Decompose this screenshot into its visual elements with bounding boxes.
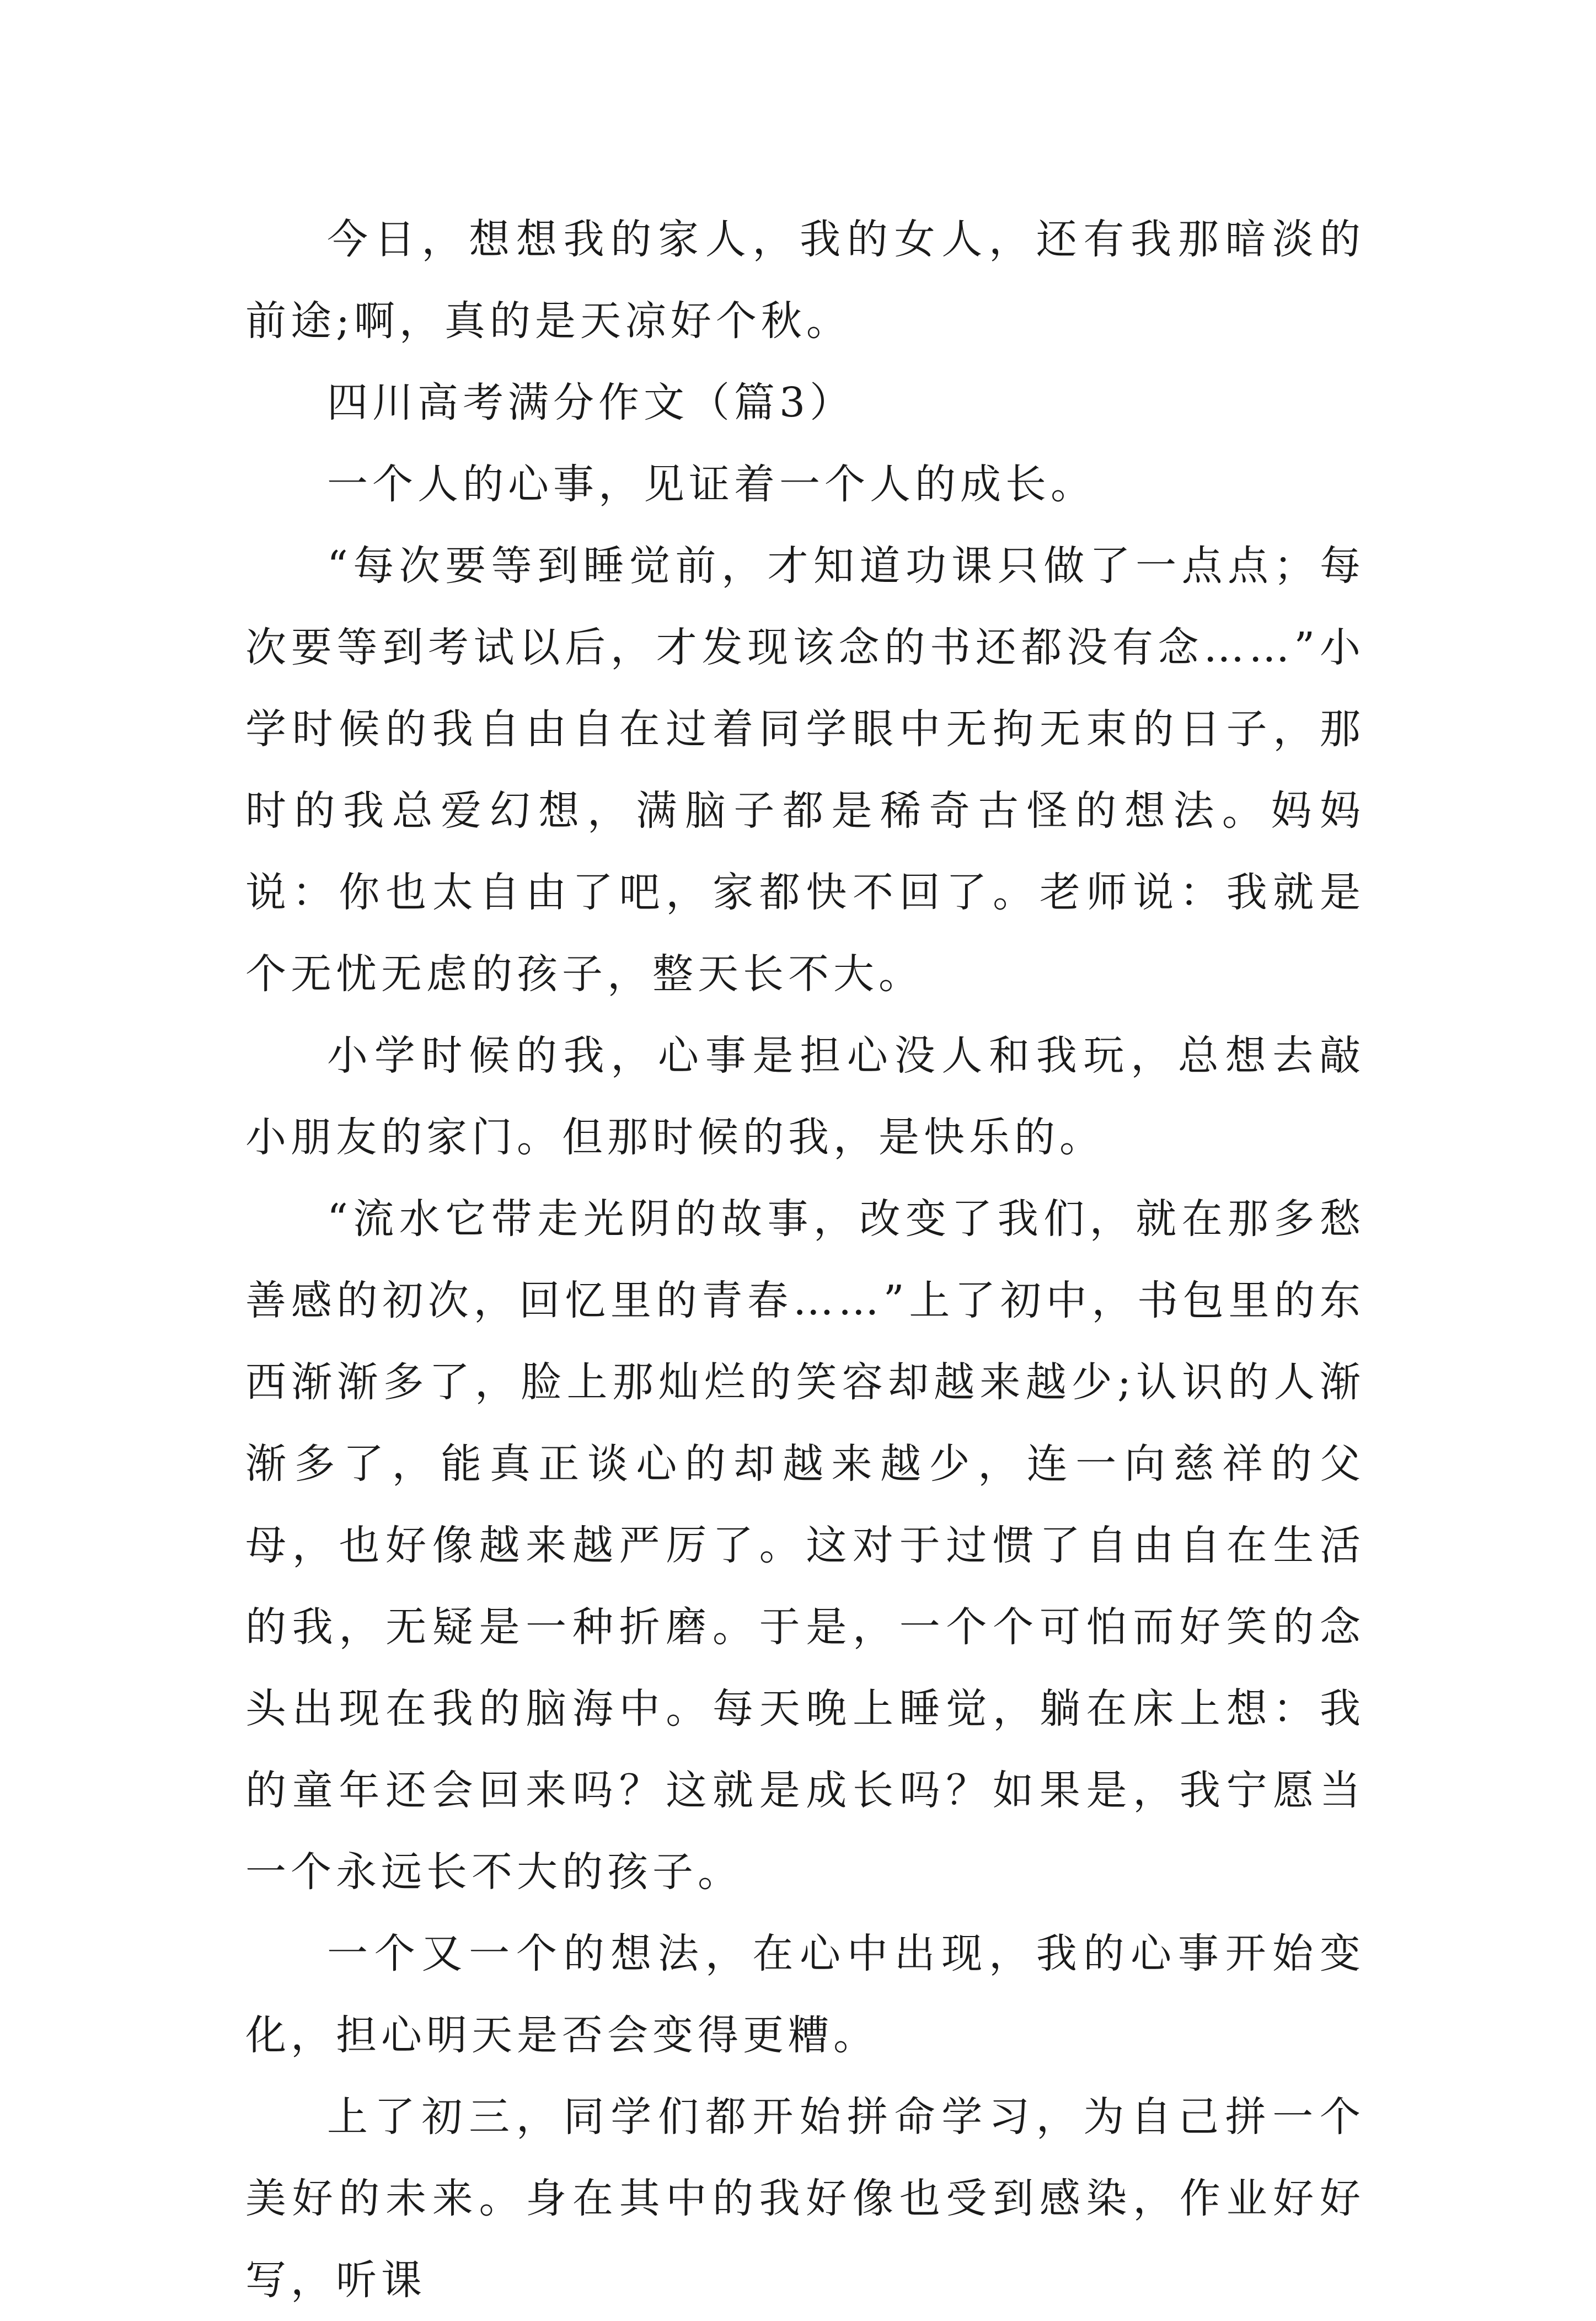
paragraph-5: “流水它带走光阴的故事，改变了我们，就在那多愁善感的初次，回忆里的青春……”上了初中，书包里的东西渐渐多了，脸上那灿烂的笑容却越来越少;认识的人渐渐多了，能真正谈心的却越来越少，连一向慈祥的父母，也好像越来越严厉了。这对于过惯了自由自在生活的我，无疑是一种折磨。于是，一个个可怕而好笑的念头出现在我的脑海中。每天晚上睡觉，躺在床上想：我的童年还会回来吗？这就是成长吗？如果是，我宁愿当一个永远长不大的孩子。 xyxy=(245,1195,1365,1896)
paragraph-4: 小学时候的我，心事是担心没人和我玩，总想去敲小朋友的家门。但那时候的我，是快乐的。 xyxy=(245,1032,1365,1161)
paragraph-7: 上了初三，同学们都开始拼命学习，为自己拼一个美好的未来。身在其中的我好像也受到感染，作业好好写，听课 xyxy=(245,2093,1365,2304)
paragraph-6: 一个又一个的想法，在心中出现，我的心事开始变化，担心明天是否会变得更糟。 xyxy=(245,1930,1365,2059)
paragraph-1: 今日，想想我的家人，我的女人，还有我那暗淡的前途;啊，真的是天凉好个秋。 xyxy=(245,216,1365,345)
section-heading: 四川高考满分作文（篇3） xyxy=(327,379,855,426)
paragraph-3: “每次要等到睡觉前，才知道功课只做了一点点；每次要等到考试以后，才发现该念的书还都没有念……”小学时候的我自由自在过着同学眼中无拘无束的日子，那时的我总爱幻想，满脑子都是稀奇古怪的想法。妈妈说：你也太自由了吧，家都快不回了。老师说：我就是个无忧无虑的孩子，整天长不大。 xyxy=(245,542,1365,998)
document-body xyxy=(245,199,1365,2321)
paragraph-2: 一个人的心事，见证着一个人的成长。 xyxy=(327,461,1096,508)
